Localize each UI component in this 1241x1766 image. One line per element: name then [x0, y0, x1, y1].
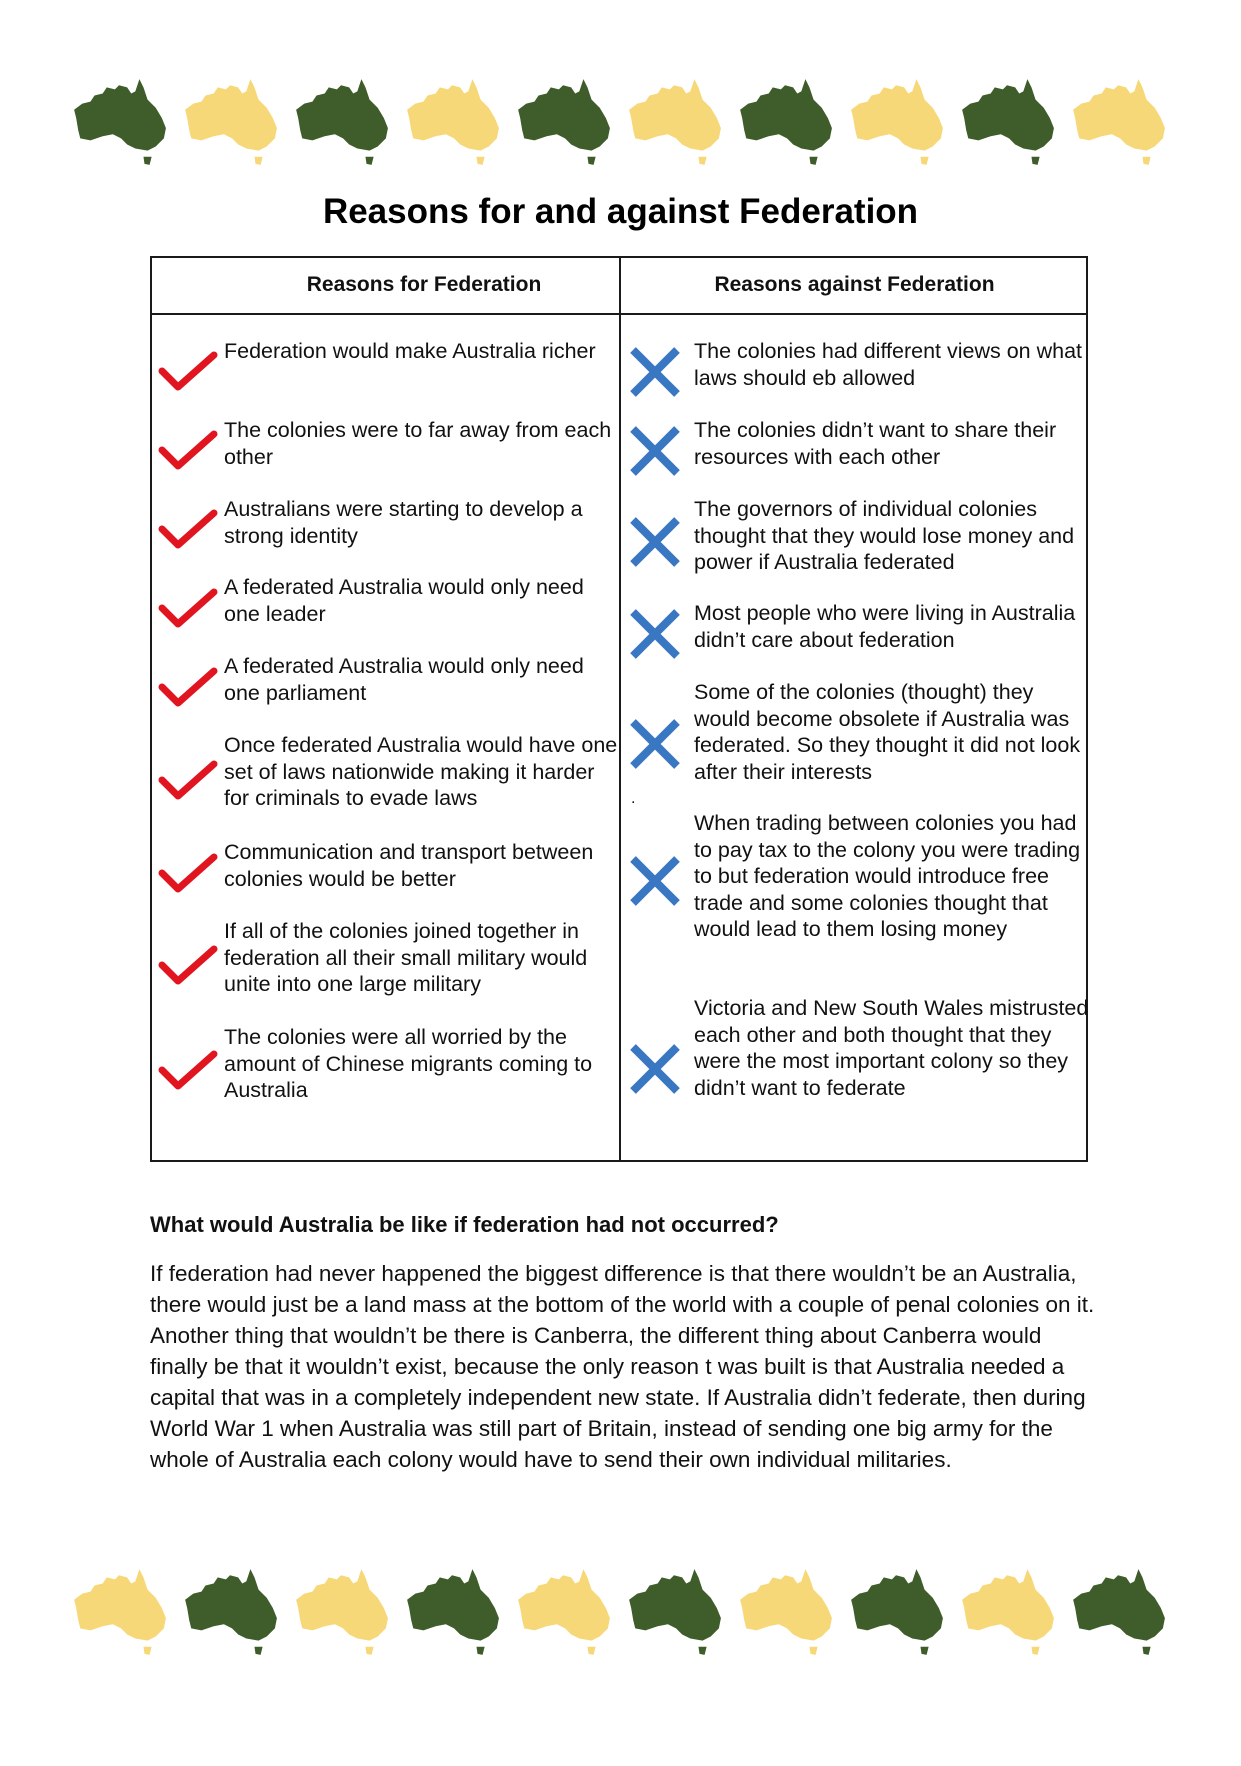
- against-item: When trading between colonies you had to pay tax to the colony you were trading to but federation would introduce free trade and some colonies thought that would lead to them losing money: [694, 811, 1081, 941]
- for-item: Once federated Australia would have one set of laws nationwide making it harder for criminals to evade laws: [224, 733, 618, 810]
- check-icon: [158, 428, 218, 474]
- australia-map-icon: [68, 73, 170, 169]
- australia-map-icon: [290, 1563, 392, 1659]
- cross-icon: [627, 716, 683, 772]
- australia-map-icon: [179, 1563, 281, 1659]
- australia-map-icon: [623, 73, 725, 169]
- australia-map-icon: [845, 1563, 947, 1659]
- check-icon: [158, 758, 218, 804]
- cross-icon: [627, 514, 683, 570]
- against-item: The colonies had different views on what laws should eb allowed: [694, 339, 1083, 390]
- australia-map-border-bottom: [68, 1563, 1178, 1663]
- cross-icon: [627, 853, 683, 909]
- header-for: Reasons for Federation: [306, 273, 542, 296]
- for-item: The colonies were to far away from each other: [224, 418, 612, 469]
- check-icon: [158, 665, 218, 711]
- australia-map-icon: [290, 73, 392, 169]
- australia-map-icon: [1067, 73, 1169, 169]
- australia-map-icon: [734, 1563, 836, 1659]
- answer-paragraph: If federation had never happened the biggest difference is that there wouldn’t be an Australia, there would just be a land mass at the bottom of the world with a couple of penal colonies on it. Another thing that wouldn’t be there is Canberra, the different thing about Canberra would finally be that it wouldn’t exist, because the only reason t was built is that Australia needed a capital that was in a completely independent new state. If Australia didn’t federate, then during World War 1 when Australia was still part of Britain, instead of sending one big army for the whole of Australia each colony would have to send their own individual militaries.: [150, 1261, 1095, 1472]
- against-item: Some of the colonies (thought) they would become obsolete if Australia was federated. So they thought it did not look after their interests: [694, 680, 1081, 784]
- australia-map-icon: [956, 1563, 1058, 1659]
- for-item: The colonies were all worried by the amount of Chinese migrants coming to Australia: [224, 1025, 593, 1102]
- australia-map-icon: [68, 1563, 170, 1659]
- australia-map-border-top: [68, 73, 1178, 173]
- australia-map-icon: [956, 73, 1058, 169]
- header-against: Reasons against Federation: [714, 273, 995, 296]
- check-icon: [158, 507, 218, 553]
- for-item: A federated Australia would only need one parliament: [224, 654, 584, 705]
- for-item: Federation would make Australia richer: [224, 339, 596, 363]
- column-divider: [619, 258, 621, 1160]
- cross-icon: [627, 1041, 683, 1097]
- for-item: Communication and transport between colonies would be better: [224, 840, 594, 891]
- against-item: Victoria and New South Wales mistrusted each other and both thought that they were the most important colony so they didn’t want to federate: [694, 996, 1089, 1100]
- for-item: If all of the colonies joined together in federation all their small military would unite into one large military: [224, 919, 588, 996]
- for-item: A federated Australia would only need one leader: [224, 575, 584, 626]
- australia-map-icon: [401, 73, 503, 169]
- australia-map-icon: [401, 1563, 503, 1659]
- cross-icon: [627, 344, 683, 400]
- question-heading: What would Australia be like if federation had not occurred?: [150, 1212, 779, 1237]
- for-item: Australians were starting to develop a strong identity: [224, 497, 583, 548]
- australia-map-icon: [623, 1563, 725, 1659]
- australia-map-icon: [512, 1563, 614, 1659]
- check-icon: [158, 851, 218, 897]
- cross-icon: [627, 423, 683, 479]
- stray-mark: .: [631, 790, 636, 807]
- check-icon: [158, 586, 218, 632]
- cross-icon: [627, 606, 683, 662]
- page-title: Reasons for and against Federation: [322, 192, 919, 231]
- check-icon: [158, 349, 218, 395]
- check-icon: [158, 1048, 218, 1094]
- australia-map-icon: [1067, 1563, 1169, 1659]
- against-item: The governors of individual colonies thought that they would lose money and power if Australia federated: [694, 497, 1075, 574]
- check-icon: [158, 943, 218, 989]
- header-divider: [152, 313, 1086, 315]
- reasons-table: [150, 256, 1088, 1162]
- australia-map-icon: [512, 73, 614, 169]
- australia-map-icon: [179, 73, 281, 169]
- australia-map-icon: [845, 73, 947, 169]
- against-item: The colonies didn’t want to share their resources with each other: [694, 418, 1057, 469]
- australia-map-icon: [734, 73, 836, 169]
- against-item: Most people who were living in Australia didn’t care about federation: [694, 601, 1076, 652]
